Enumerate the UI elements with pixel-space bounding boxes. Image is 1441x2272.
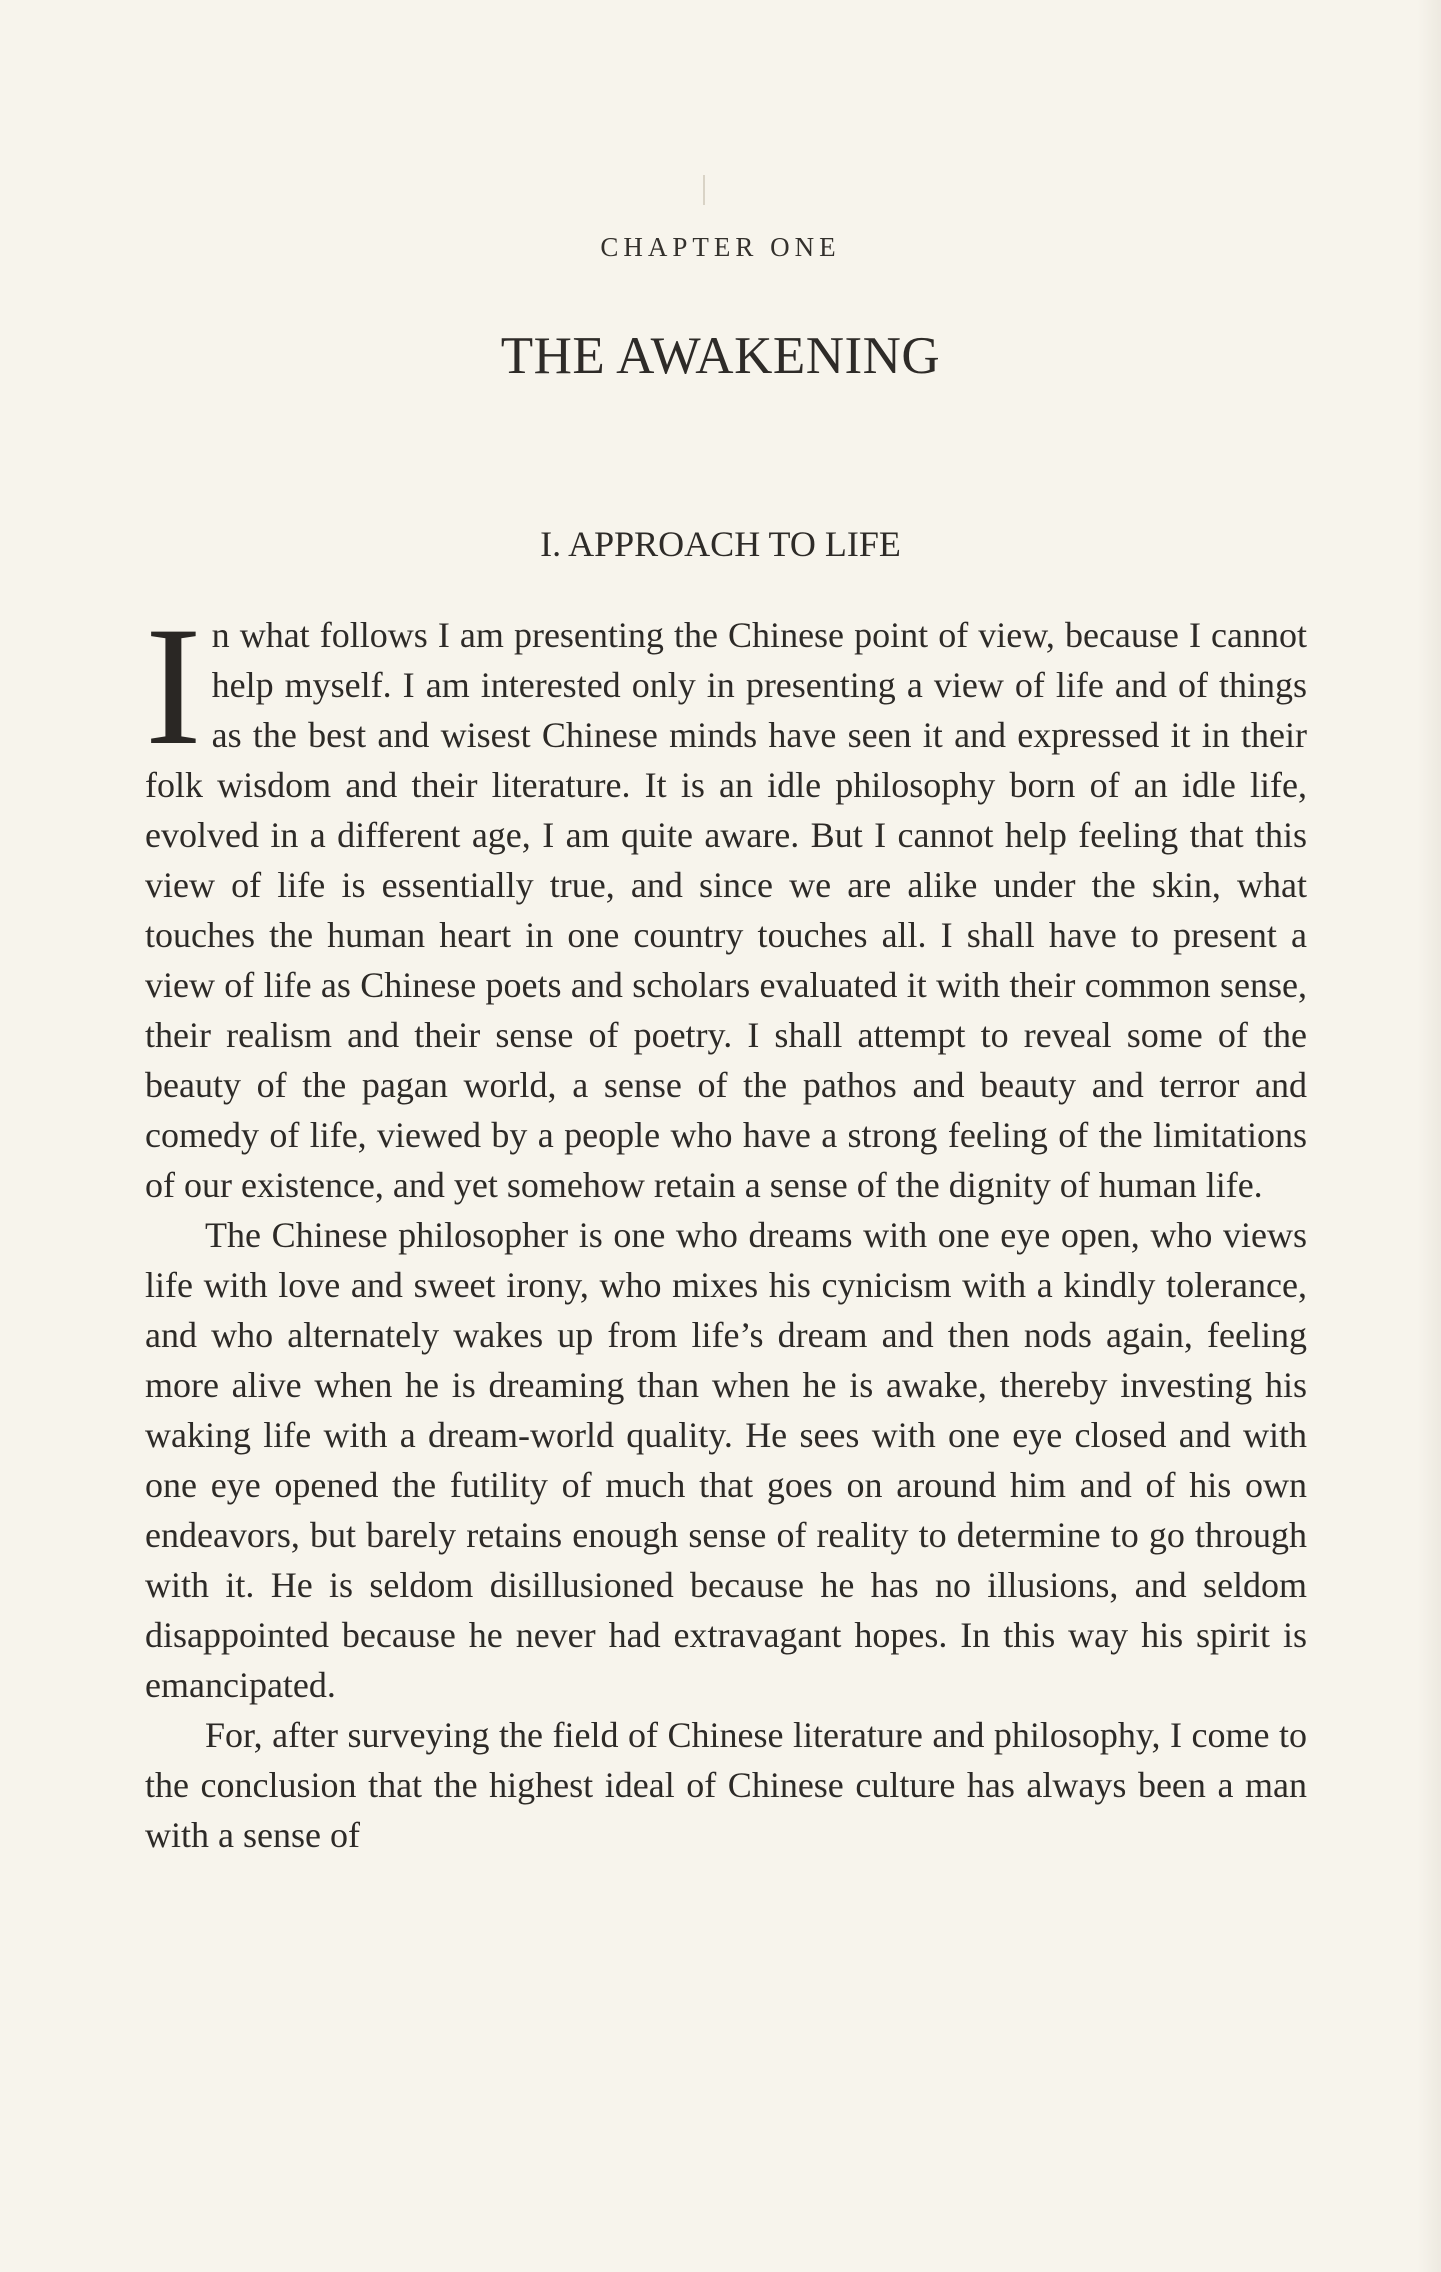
body-text <box>145 592 1307 1860</box>
chapter-title: THE AWAKENING <box>500 327 941 385</box>
chapter-label: CHAPTER ONE <box>600 232 841 262</box>
scan-mark <box>703 175 705 205</box>
paragraph-1 <box>145 592 1307 1210</box>
paragraph-3: For, after surveying the field of Chinese literature and philosophy, I come to the conclusion that the highest ideal of Chinese culture has always been a man with a sense of <box>145 1715 1307 1855</box>
section-title: I. APPROACH TO LIFE <box>540 524 901 564</box>
paragraph-1-text: n what follows I am presenting the Chinese point of view, because I cannot help myself. I am interested only in presenting a view of life and of things as the best and wisest Chinese minds have seen it and expressed it in their folk wisdom and their literature. It is an idle philosophy born of an idle life, evolved in a different age, I am quite aware. But I cannot help feeling that this view of life is essentially true, and since we are alike under the skin, what touches the human heart in one country touches all. I shall have to present a view of life as Chinese poets and scholars evaluated it with their common sense, their realism and their sense of poetry. I shall attempt to reveal some of the beauty of the pagan world, a sense of the pathos and beauty and terror and comedy of life, viewed by a people who have a strong feeling of the limitations of our existence, and yet somehow retain a sense of the dignity of human life. <box>145 615 1307 1205</box>
paragraph-2: The Chinese philosopher is one who dreams with one eye open, who views life with love and sweet irony, who mixes his cynicism with a kindly tolerance, and who alternately wakes up from life’s dream and then nods again, feeling more alive when he is dreaming than when he is awake, thereby investing his waking life with a dream-world quality. He sees with one eye closed and with one eye opened the futility of much that goes on around him and of his own endeavors, but barely retains enough sense of reality to determine to go through with it. He is seldom disillusioned because he has no illusions, and seldom disappointed because he never had extravagant hopes. In this way his spirit is emancipated. <box>145 1215 1307 1705</box>
drop-cap: I <box>145 592 202 780</box>
